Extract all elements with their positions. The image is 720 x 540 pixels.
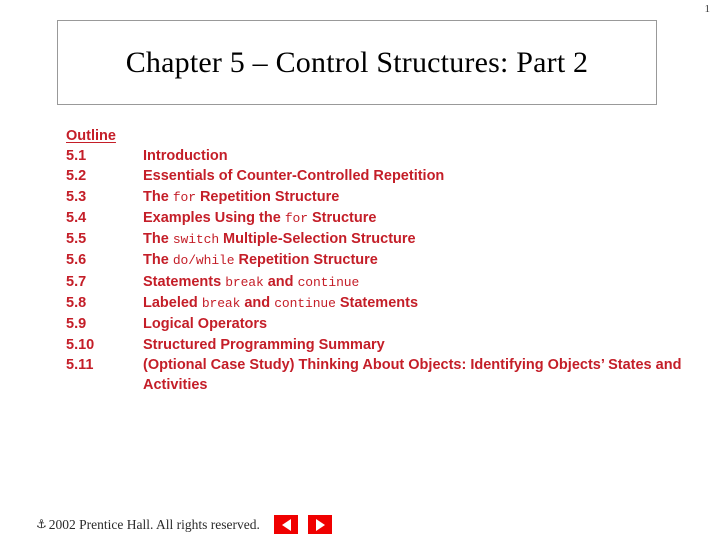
outline-item[interactable] (66, 293, 686, 314)
outline-item-title (143, 335, 686, 355)
copyright-text: 2002 Prentice Hall. All rights reserved. (48, 517, 260, 532)
previous-slide-button[interactable] (274, 515, 298, 534)
code-keyword: switch (172, 232, 220, 248)
title-text-run: Multiple-Selection Structure (219, 231, 416, 248)
outline-item-title (143, 146, 686, 166)
outline-item-title (143, 314, 686, 334)
outline-item-number: 5.5 (66, 231, 87, 248)
outline-item-title (143, 272, 686, 293)
triangle-right-icon (316, 519, 325, 531)
title-text-run: The (143, 231, 173, 248)
slide-footer (0, 515, 720, 540)
code-keyword: break (225, 274, 264, 290)
outline-section (66, 126, 686, 396)
outline-item-number: 5.4 (66, 209, 87, 226)
title-text-run: Introduction (143, 148, 228, 164)
title-text-run: Logical Operators (143, 316, 268, 333)
title-text-run: The (143, 188, 173, 205)
navigation-buttons (274, 515, 332, 534)
outline-item-title (143, 187, 686, 208)
outline-item-number: 5.11 (66, 356, 94, 373)
outline-item-number: 5.6 (66, 252, 87, 269)
outline-item[interactable] (66, 355, 686, 396)
outline-list (66, 146, 686, 396)
outline-heading: Outline (66, 128, 116, 144)
code-keyword: break (201, 296, 241, 312)
outline-item-number: 5.10 (66, 336, 95, 353)
title-text-run: Statements (335, 295, 419, 312)
outline-item-title (143, 166, 686, 186)
outline-item-title (143, 355, 686, 396)
page-number: 1 (704, 3, 710, 15)
title-box (57, 20, 657, 105)
outline-heading-wrap (66, 126, 686, 146)
outline-item[interactable] (66, 314, 686, 334)
title-text-run: Labeled (143, 295, 202, 312)
code-keyword: for (284, 210, 308, 226)
outline-item-title (143, 293, 686, 314)
page-title: Chapter 5 – Control Structures: Part 2 (125, 46, 589, 79)
triangle-left-icon (282, 519, 291, 531)
title-text-run: Repetition Structure (234, 252, 378, 269)
title-text-run: Repetition Structure (195, 188, 340, 205)
outline-item[interactable] (66, 146, 686, 166)
title-text-run: Structure (307, 209, 377, 226)
outline-item[interactable] (66, 335, 686, 355)
outline-item[interactable] (66, 272, 686, 293)
outline-item-number: 5.2 (66, 168, 87, 185)
outline-item-number: 5.1 (66, 148, 87, 164)
code-keyword: continue (274, 296, 336, 312)
title-text-run: The (143, 252, 173, 269)
code-keyword: do/while (172, 253, 235, 269)
title-text-run: Structured Programming Summary (143, 336, 385, 353)
code-keyword: continue (297, 274, 360, 290)
title-text-run: Examples Using the (143, 209, 285, 226)
outline-item-number: 5.3 (66, 188, 87, 205)
title-text-run: (Optional Case Study) Thinking About Objects: Identifying Objects’ States and Activities (143, 356, 682, 394)
title-text-run: Essentials of Counter-Controlled Repetition (143, 168, 445, 185)
outline-item-number: 5.9 (66, 316, 87, 333)
outline-item-number: 5.7 (66, 273, 87, 290)
outline-item-number: 5.8 (66, 295, 87, 312)
outline-item[interactable] (66, 166, 686, 186)
anchor-icon: ⚓ (36, 517, 47, 531)
outline-item[interactable] (66, 208, 686, 229)
outline-item-title (143, 250, 686, 271)
outline-item-title (143, 208, 686, 229)
outline-item[interactable] (66, 250, 686, 271)
outline-item-title (143, 229, 686, 250)
title-text-run: and (240, 295, 275, 312)
title-text-run: Statements (143, 273, 226, 290)
code-keyword: for (172, 189, 196, 205)
title-text-run: and (263, 273, 298, 290)
copyright-notice (36, 516, 260, 534)
next-slide-button[interactable] (308, 515, 332, 534)
outline-item[interactable] (66, 229, 686, 250)
outline-item[interactable] (66, 187, 686, 208)
